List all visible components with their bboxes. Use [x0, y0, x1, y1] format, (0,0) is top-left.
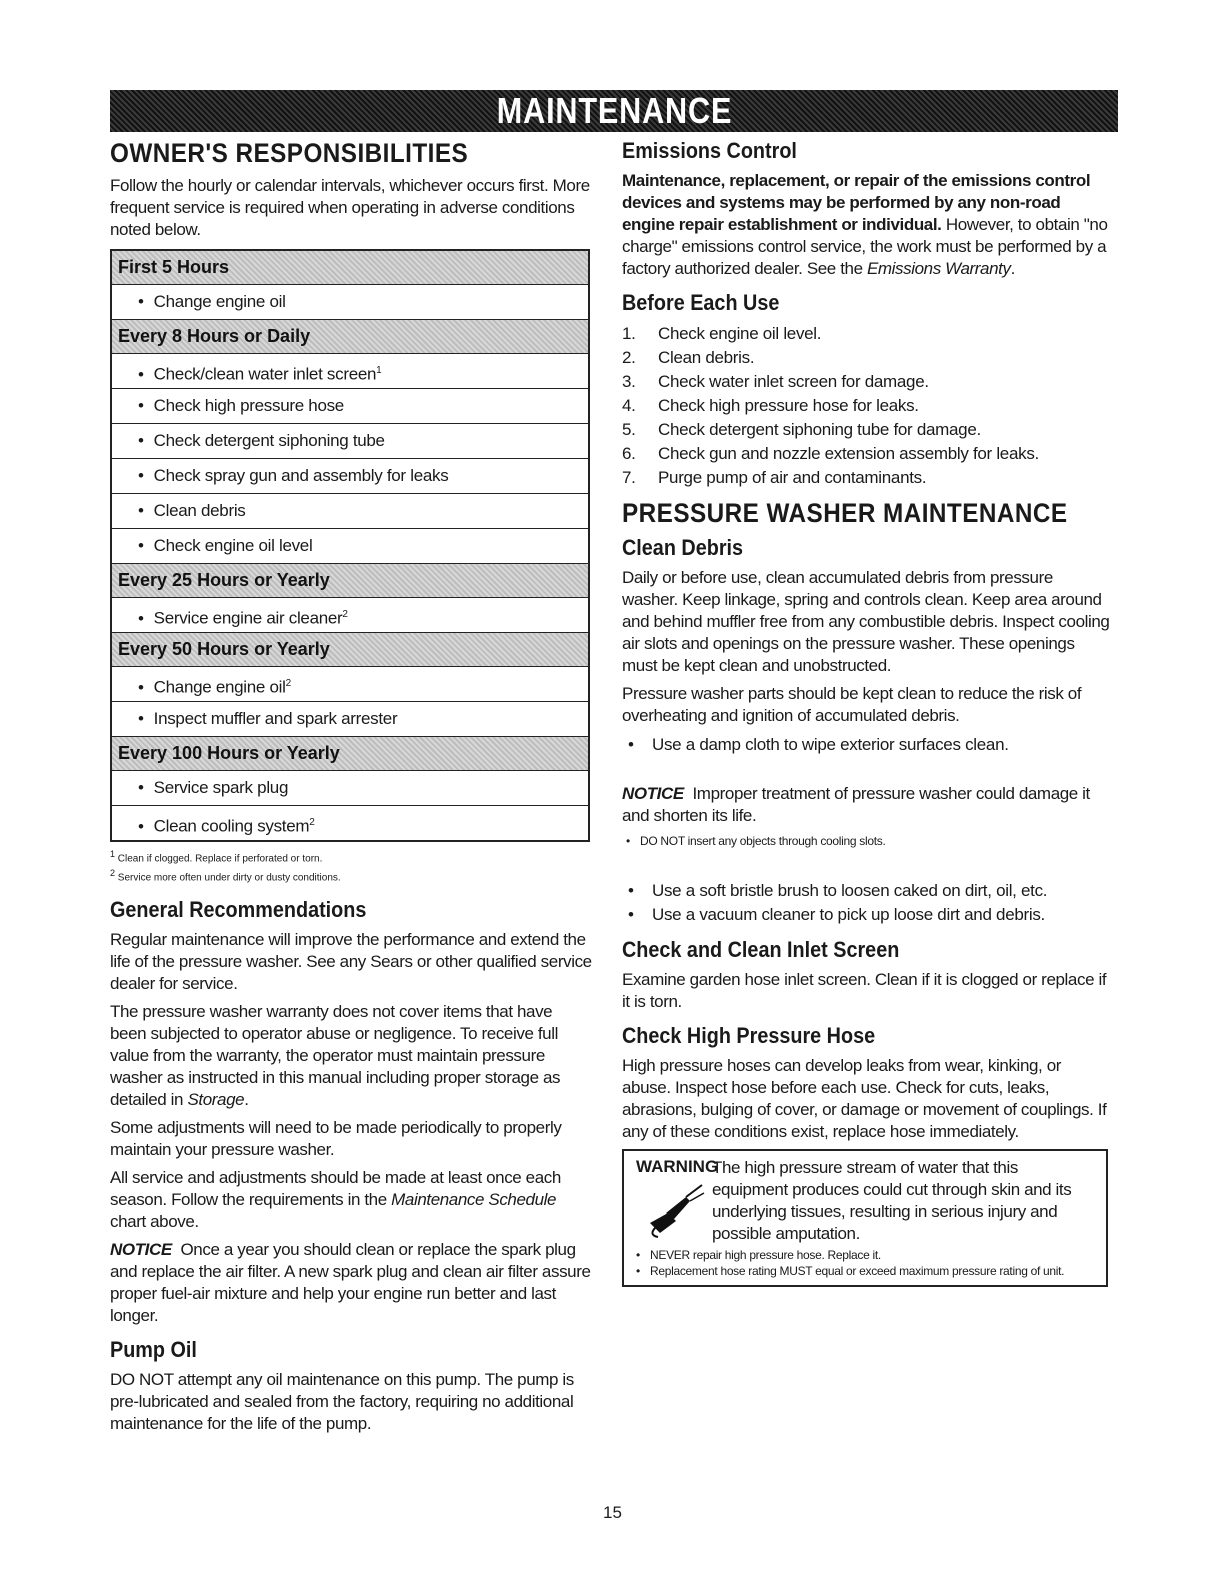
schedule-header: Every 25 Hours or Yearly	[112, 564, 588, 598]
inlet-screen-text: Examine garden hose inlet screen. Clean if it is clogged or replace if it is torn.	[622, 970, 1107, 1011]
clean-debris-list-2	[622, 879, 1112, 927]
clean-debris-list	[622, 733, 1112, 757]
list-item: 2. Clean debris.	[622, 348, 755, 367]
section-banner	[110, 90, 1118, 132]
notice-label: NOTICE	[622, 784, 684, 803]
emissions-title: Emissions Control	[622, 138, 797, 163]
schedule-row: • Clean cooling system$^2$	[112, 806, 588, 840]
notice-paragraph: NOTICE Improper treatment of pressure washer could damage it and shorten its life.	[622, 784, 1090, 825]
warning-label-row	[632, 1157, 719, 1177]
hand-injection-icon	[646, 1183, 706, 1239]
left-column	[110, 138, 592, 1441]
before-each-use-list	[622, 322, 1112, 490]
warning-label: WARNING	[636, 1157, 719, 1176]
footnote-1: $^1$ Clean if clogged. Replace if perforated or torn.	[110, 849, 323, 865]
list-item: • Use a damp cloth to wipe exterior surfaces clean.	[622, 733, 1112, 757]
pressure-washer-maintenance-title: PRESSURE WASHER MAINTENANCE	[622, 498, 1068, 528]
schedule-row: • Clean debris	[112, 494, 588, 529]
list-item: • Use a vacuum cleaner to pick up loose dirt and debris.	[622, 903, 1112, 927]
high-pressure-hose-text: High pressure hoses can develop leaks from wear, kinking, or abuse. Inspect hose before each use. Check for cuts, leaks, abrasions, bulging of cover, or damage or movement of couplings. If any of these conditions exist, replace hose immediately.	[622, 1056, 1107, 1141]
schedule-header: Every 50 Hours or Yearly	[112, 633, 588, 667]
list-item: • Replacement hose rating MUST equal or exceed maximum pressure rating of unit.	[632, 1263, 1098, 1279]
owners-intro: Follow the hourly or calendar intervals, whichever occurs first. More frequent service is required when operating in adverse conditions noted below.	[110, 176, 590, 239]
general-paragraph-2: The pressure washer warranty does not cover items that have been subjected to operator abuse or negligence. To receive full value from the warranty, the operator must maintain pressure washer as instructed in this manual including proper storage as detailed in Storage.	[110, 1001, 561, 1109]
footnote-2: $^2$ Service more often under dirty or dusty conditions.	[110, 868, 341, 884]
schedule-row: • Check/clean water inlet screen$^1$	[112, 354, 588, 389]
warning-pictogram	[632, 1157, 719, 1245]
pump-oil-title: Pump Oil	[110, 1336, 197, 1362]
warning-box	[622, 1149, 1108, 1287]
schedule-row: • Check engine oil level	[112, 529, 588, 564]
schedule-row: • Check high pressure hose	[112, 389, 588, 424]
right-column	[622, 138, 1112, 1287]
inlet-screen-title: Check and Clean Inlet Screen	[622, 937, 900, 962]
notice-list	[622, 833, 1112, 849]
notice-label: NOTICE	[110, 1239, 172, 1259]
general-paragraph-4: All service and adjustments should be made at least once each season. Follow the requirements in the Maintenance Schedule chart above.	[110, 1167, 561, 1231]
list-item: 5. Check detergent siphoning tube for damage.	[622, 420, 981, 439]
warning-list	[632, 1247, 1098, 1279]
schedule-row: • Check spray gun and assembly for leaks	[112, 459, 588, 494]
emissions-text: Maintenance, replacement, or repair of the emissions control devices and systems may be performed by any non-road engine repair establishment or individual. However, to obtain "no charge" emissions control service, the work must be performed by a factory authorized dealer. See the Emissions Warranty.	[622, 171, 1108, 278]
schedule-row: • Change engine oil	[112, 285, 588, 320]
schedule-row: • Change engine oil$^2$	[112, 667, 588, 702]
schedule-row: • Service engine air cleaner$^2$	[112, 598, 588, 633]
notice-paragraph: NOTICE Once a year you should clean or replace the spark plug and replace the air filter. A new spark plug and clean air filter assure proper fuel-air mixture and help your engine run better and last longer.	[110, 1239, 591, 1325]
schedule-row: • Inspect muffler and spark arrester	[112, 702, 588, 737]
schedule-header: First 5 Hours	[112, 251, 588, 285]
owners-title: OWNER'S RESPONSIBILITIES	[110, 138, 469, 168]
general-paragraph-3: Some adjustments will need to be made periodically to properly maintain your pressure washer.	[110, 1117, 562, 1159]
schedule-header: Every 8 Hours or Daily	[112, 320, 588, 354]
list-item: • DO NOT insert any objects through cooling slots.	[622, 833, 1112, 849]
list-item: 6. Check gun and nozzle extension assembly for leaks.	[622, 444, 1039, 463]
list-item: 4. Check high pressure hose for leaks.	[622, 396, 919, 415]
clean-debris-paragraph-1: Daily or before use, clean accumulated debris from pressure washer. Keep linkage, spring and controls clean. Keep area around and behind muffler free from any combustible debris. Inspect cooling air slots and openings on the pressure washer. These openings must be kept clean and unobstructed.	[622, 568, 1110, 675]
list-item: 1. Check engine oil level.	[622, 324, 822, 343]
clean-debris-paragraph-2: Pressure washer parts should be kept clean to reduce the risk of overheating and ignition of accumulated debris.	[622, 684, 1082, 725]
clean-debris-title: Clean Debris	[622, 535, 744, 560]
maintenance-schedule-table	[110, 249, 590, 842]
schedule-header: Every 100 Hours or Yearly	[112, 737, 588, 771]
warning-text: The high pressure stream of water that this equipment produces could cut through skin and its underlying tissues, resulting in serious injury and possible amputation.	[712, 1158, 1072, 1243]
general-paragraph-1: Regular maintenance will improve the performance and extend the life of the pressure washer. See any Sears or other qualified service dealer for service.	[110, 929, 592, 993]
high-pressure-hose-title: Check High Pressure Hose	[622, 1023, 876, 1048]
banner-title: MAINTENANCE	[496, 90, 732, 131]
list-item: 7. Purge pump of air and contaminants.	[622, 468, 927, 487]
list-item: 3. Check water inlet screen for damage.	[622, 372, 929, 391]
schedule-row: • Check detergent siphoning tube	[112, 424, 588, 459]
pump-oil-text: DO NOT attempt any oil maintenance on this pump. The pump is pre-lubricated and sealed from the factory, requiring no additional maintenance for the life of the pump.	[110, 1369, 574, 1433]
page-number: 15	[603, 1503, 622, 1522]
list-item: • Use a soft bristle brush to loosen caked on dirt, oil, etc.	[622, 879, 1112, 903]
before-each-use-title: Before Each Use	[622, 290, 780, 315]
list-item: • NEVER repair high pressure hose. Replace it.	[632, 1247, 1098, 1263]
schedule-row: • Service spark plug	[112, 771, 588, 806]
general-recommendations-title: General Recommendations	[110, 896, 367, 922]
